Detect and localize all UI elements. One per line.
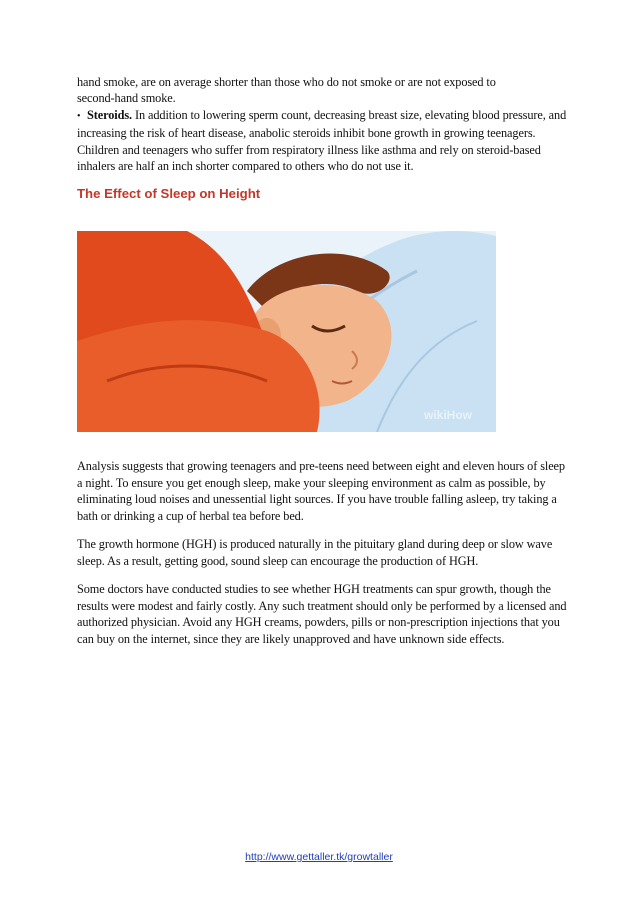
image-watermark: wikiHow	[423, 408, 472, 422]
intro-text	[77, 74, 567, 174]
section-heading: The Effect of Sleep on Height	[77, 186, 261, 201]
intro-line-1: hand smoke, are on average shorter than those who do not smoke or are not exposed to	[77, 75, 496, 89]
intro-line-2: second-hand smoke.	[77, 91, 176, 106]
paragraph-sleep-hours: Analysis suggests that growing teenagers and pre-teens need between eight and eleven hours of sleep a night. To ensure you get enough sleep, make your sleeping environment as calm as possible, by eliminating loud noises and unessential light sources. If you have trouble falling asleep, try taking a bath or drinking a cup of herbal tea before bed.	[77, 459, 565, 523]
paragraph-growth-hormone: The growth hormone (HGH) is produced naturally in the pituitary gland during deep or slow wave sleep. As a result, getting good, sound sleep can encourage the production of HGH.	[77, 537, 553, 568]
footer-link[interactable]: http://www.gettaller.tk/growtaller	[245, 851, 393, 863]
steroids-label: Steroids.	[87, 107, 132, 122]
steroids-text: In addition to lowering sperm count, decreasing breast size, elevating blood pressure, and increasing the risk of heart disease, anabolic steroids inhibit bone growth in growing teenagers. Children and teenagers who suffer from respiratory illness like asthma and rely on steroid-based inhalers are half an inch shorter compared to others who do not use it.	[77, 107, 567, 174]
steroids-bullet	[77, 107, 567, 175]
sleeping-person-illustration	[77, 231, 496, 432]
paragraph-hgh-treatments: Some doctors have conducted studies to see whether HGH treatments can spur growth, though the results were modest and fairly costly. Any such treatment should only be performed by a licensed and authorized physician. Avoid any HGH creams, powders, pills or non-prescription injections that you can buy on the internet, since they are likely unapproved and have unknown side effects.	[77, 582, 567, 646]
footer	[0, 851, 638, 863]
bullet-glyph: •	[77, 110, 81, 122]
